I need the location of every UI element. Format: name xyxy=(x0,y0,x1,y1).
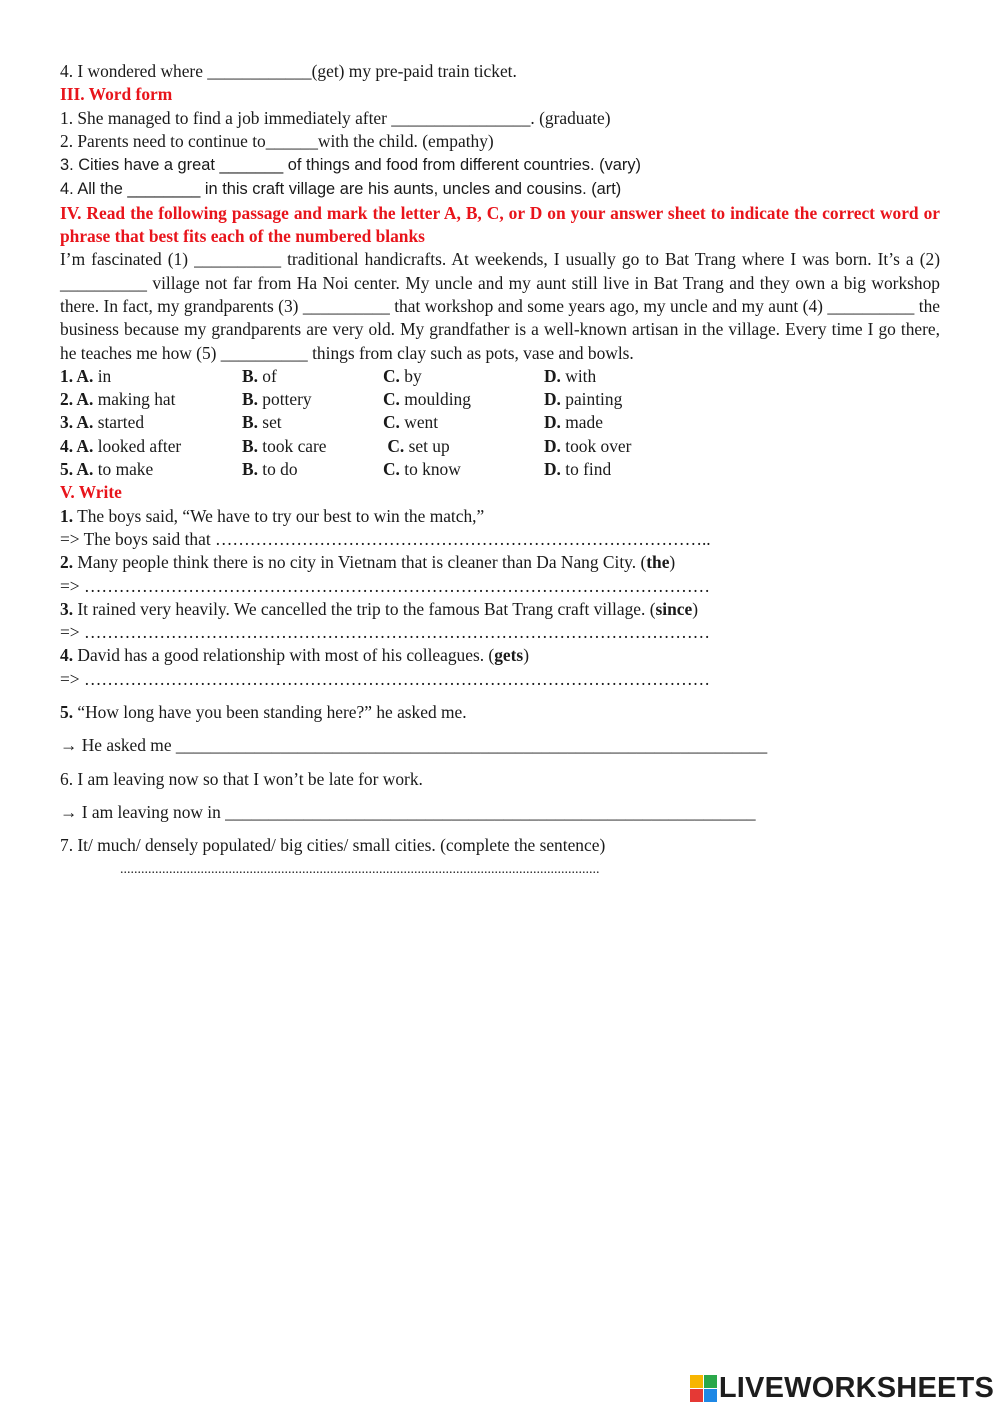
option-c: C. to know xyxy=(383,459,461,480)
word-form-item-4: 4. All the ________ in this craft village are his aunts, uncles and cousins. (art) xyxy=(60,180,622,199)
option-c: C. set up xyxy=(383,435,450,456)
option-c: C. by xyxy=(383,365,422,386)
option-d: D. to find xyxy=(544,459,612,480)
write-question-1: 1. The boys said, “We have to try our best to win the match,” xyxy=(60,505,485,526)
continued-question-4: 4. I wondered where ____________(get) my pre-paid train ticket. xyxy=(60,61,517,81)
word-form-item-3: 3. Cities have a great _______ of things and food from different countries. (vary) xyxy=(60,156,641,175)
write-answer-3[interactable]: => ……………………………………………………………………………………………… xyxy=(60,622,711,643)
write-answer-5[interactable]: → He asked me ____________________________________________________________________ xyxy=(60,735,768,756)
word-form-item-2: 2. Parents need to continue to______with the child. (empathy) xyxy=(60,130,494,151)
option-a: 1. A. in xyxy=(60,365,112,386)
section-3-heading: III. Word form xyxy=(60,84,173,105)
section-4-heading: IV. Read the following passage and mark the letter A, B, C, or D on your answer sheet to indicate the correct word or phrase that best fits each of the numbered blanks xyxy=(60,202,940,247)
write-question-6: 6. I am leaving now so that I won’t be late for work. xyxy=(60,768,423,789)
options-row-5 xyxy=(60,458,940,481)
worksheet-page xyxy=(60,60,940,881)
write-question-7: 7. It/ much/ densely populated/ big cities/ small cities. (complete the sentence) xyxy=(60,835,606,856)
option-a: 4. A. looked after xyxy=(60,435,182,456)
liveworksheets-logo xyxy=(690,1372,994,1405)
section-5-heading: V. Write xyxy=(60,482,122,503)
logo-square-icon xyxy=(704,1375,717,1388)
write-answer-1[interactable]: => The boys said that ………………………………………………………………………….. xyxy=(60,528,711,549)
option-b: B. to do xyxy=(242,459,298,480)
write-answer-4[interactable]: => ……………………………………………………………………………………………… xyxy=(60,668,711,689)
option-b: B. of xyxy=(242,365,277,386)
write-question-3: 3. It rained very heavily. We cancelled the trip to the famous Bat Trang craft village. (since) xyxy=(60,598,699,619)
option-a: 5. A. to make xyxy=(60,459,154,480)
option-d: D. made xyxy=(544,412,603,433)
write-question-2: 2. Many people think there is no city in Vietnam that is cleaner than Da Nang City. (the) xyxy=(60,552,676,573)
option-c: C. moulding xyxy=(383,389,471,410)
logo-square-icon xyxy=(690,1389,703,1402)
logo-squares-icon xyxy=(690,1375,717,1402)
option-b: B. pottery xyxy=(242,389,312,410)
write-answer-7[interactable]: ......................................................................................................................................... xyxy=(120,861,600,877)
write-answer-2[interactable]: => ……………………………………………………………………………………………… xyxy=(60,575,711,596)
reading-passage: I’m fascinated (1) __________ traditional handicrafts. At weekends, I usually go to Bat Trang where I was born. It’s a (2) __________ village not far from Ha Noi center. My uncle and my aunt still live in Bat Trang and they own a big workshop there. In fact, my grandparents (3) __________ that workshop and some years ago, my uncle and my aunt (4) __________ the business because my grandparents are very old. My grandfather is a well-known artisan in the village. Every time I go there, he teaches me how (5) __________ things from clay such as pots, vase and bowls. xyxy=(60,249,940,363)
option-d: D. with xyxy=(544,365,597,386)
options-row-4 xyxy=(60,435,940,458)
option-b: B. took care xyxy=(242,435,327,456)
option-d: D. painting xyxy=(544,389,623,410)
write-answer-6[interactable]: → I am leaving now in _____________________________________________________________ xyxy=(60,801,756,822)
option-a: 3. A. started xyxy=(60,412,145,433)
option-a: 2. A. making hat xyxy=(60,389,176,410)
option-d: D. took over xyxy=(544,435,632,456)
options-row-2 xyxy=(60,388,940,411)
option-b: B. set xyxy=(242,412,282,433)
logo-text: LIVEWORKSHEETS xyxy=(718,1372,994,1404)
option-c: C. went xyxy=(383,412,439,433)
options-row-3 xyxy=(60,411,940,434)
options-row-1 xyxy=(60,365,940,388)
logo-square-icon xyxy=(704,1389,717,1402)
write-question-4: 4. David has a good relationship with most of his colleagues. (gets) xyxy=(60,645,529,666)
write-question-5: 5. “How long have you been standing here?” he asked me. xyxy=(60,702,467,723)
word-form-item-1: 1. She managed to find a job immediately after ________________. (graduate) xyxy=(60,107,611,128)
logo-square-icon xyxy=(690,1375,703,1388)
